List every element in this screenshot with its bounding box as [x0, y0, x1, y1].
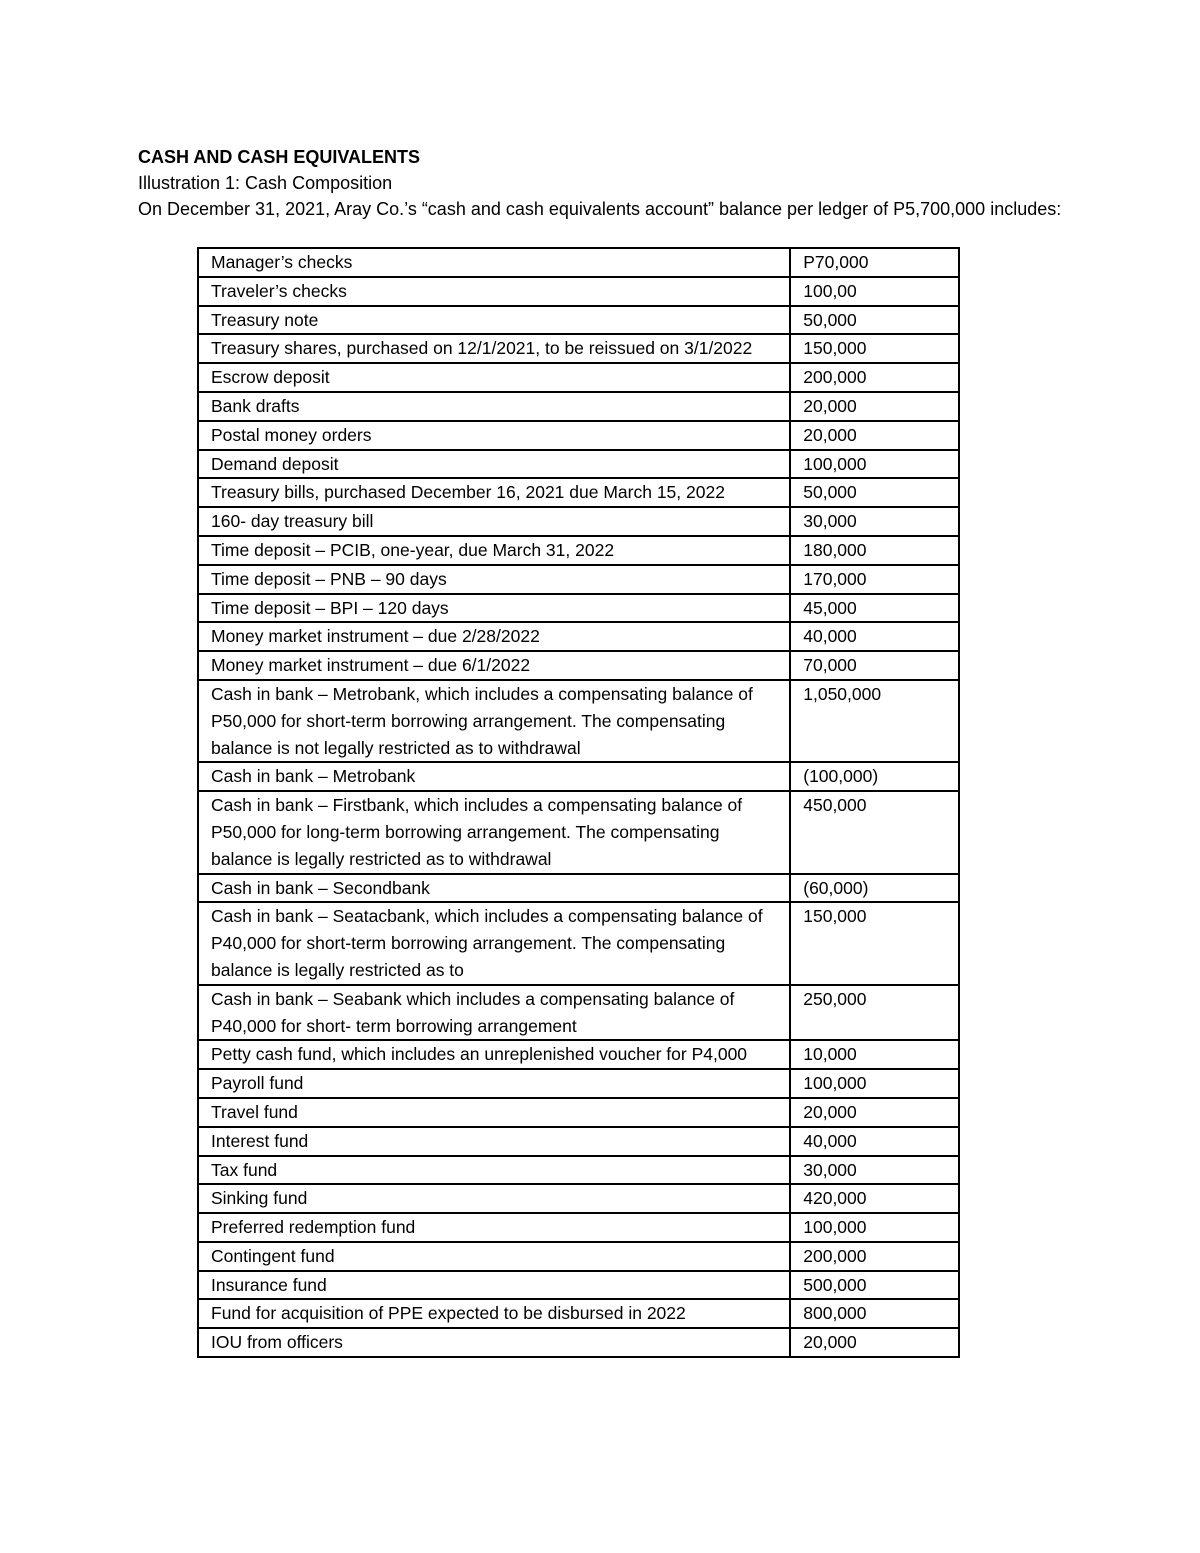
- table-row: [198, 1213, 959, 1242]
- item-description: Demand deposit: [198, 450, 790, 479]
- item-description: Treasury note: [198, 306, 790, 335]
- item-description: Preferred redemption fund: [198, 1213, 790, 1242]
- item-description: Traveler’s checks: [198, 277, 790, 306]
- table-row: [198, 421, 959, 450]
- item-description: Time deposit – PCIB, one-year, due March 31, 2022: [198, 536, 790, 565]
- item-description: Time deposit – BPI – 120 days: [198, 594, 790, 623]
- item-description: Postal money orders: [198, 421, 790, 450]
- item-description: Sinking fund: [198, 1184, 790, 1213]
- item-amount: 250,000: [790, 985, 959, 1041]
- item-amount: 100,00: [790, 277, 959, 306]
- table-row: [198, 507, 959, 536]
- item-description: Cash in bank – Metrobank, which includes a compensating balance of P50,000 for short-term borrowing arrangement. The compensating balance is not legally restricted as to withdrawal: [198, 680, 790, 762]
- item-description: Fund for acquisition of PPE expected to be disbursed in 2022: [198, 1299, 790, 1328]
- item-amount: 20,000: [790, 1328, 959, 1357]
- item-amount: 30,000: [790, 1156, 959, 1185]
- item-description: Tax fund: [198, 1156, 790, 1185]
- item-amount: P70,000: [790, 248, 959, 277]
- item-amount: 500,000: [790, 1271, 959, 1300]
- document-title: CASH AND CASH EQUIVALENTS: [138, 147, 421, 167]
- item-amount: 70,000: [790, 651, 959, 680]
- item-description: Treasury shares, purchased on 12/1/2021, to be reissued on 3/1/2022: [198, 334, 790, 363]
- table-row: [198, 306, 959, 335]
- item-description: Time deposit – PNB – 90 days: [198, 565, 790, 594]
- item-amount: 170,000: [790, 565, 959, 594]
- illustration-subtitle: Illustration 1: Cash Composition: [138, 173, 393, 193]
- item-description: Money market instrument – due 2/28/2022: [198, 622, 790, 651]
- item-description: Escrow deposit: [198, 363, 790, 392]
- table-row: [198, 1156, 959, 1185]
- table-row: [198, 594, 959, 623]
- item-description: Payroll fund: [198, 1069, 790, 1098]
- item-description: Manager’s checks: [198, 248, 790, 277]
- item-description: Cash in bank – Seatacbank, which includes a compensating balance of P40,000 for short-term borrowing arrangement. The compensating balance is legally restricted as to: [198, 902, 790, 984]
- table-row: [198, 1069, 959, 1098]
- item-amount: 100,000: [790, 1069, 959, 1098]
- table-row: [198, 1299, 959, 1328]
- item-amount: 50,000: [790, 306, 959, 335]
- item-amount: 200,000: [790, 1242, 959, 1271]
- item-description: Cash in bank – Seabank which includes a compensating balance of P40,000 for short- term borrowing arrangement: [198, 985, 790, 1041]
- item-amount: (100,000): [790, 762, 959, 791]
- item-amount: 40,000: [790, 622, 959, 651]
- item-amount: 200,000: [790, 363, 959, 392]
- table-row: [198, 622, 959, 651]
- table-row: [198, 363, 959, 392]
- table-row: [198, 1184, 959, 1213]
- table-row: [198, 1271, 959, 1300]
- item-amount: 100,000: [790, 450, 959, 479]
- item-amount: 180,000: [790, 536, 959, 565]
- table-row: [198, 1040, 959, 1069]
- table-row: [198, 1328, 959, 1357]
- heading-block: [138, 144, 1078, 222]
- item-description: Petty cash fund, which includes an unreplenished voucher for P4,000: [198, 1040, 790, 1069]
- item-description: Travel fund: [198, 1098, 790, 1127]
- item-description: 160- day treasury bill: [198, 507, 790, 536]
- item-amount: 30,000: [790, 507, 959, 536]
- table-row: [198, 874, 959, 903]
- item-amount: 150,000: [790, 902, 959, 984]
- item-amount: 20,000: [790, 1098, 959, 1127]
- table-row: [198, 902, 959, 984]
- table-row: [198, 565, 959, 594]
- item-description: Treasury bills, purchased December 16, 2021 due March 15, 2022: [198, 478, 790, 507]
- table-row: [198, 762, 959, 791]
- table-row: [198, 450, 959, 479]
- item-amount: 40,000: [790, 1127, 959, 1156]
- cash-composition-table: [197, 247, 960, 1358]
- table-row: [198, 536, 959, 565]
- table-body: [198, 248, 959, 1357]
- item-description: Money market instrument – due 6/1/2022: [198, 651, 790, 680]
- table-row: [198, 478, 959, 507]
- item-amount: 100,000: [790, 1213, 959, 1242]
- table-row: [198, 1242, 959, 1271]
- table-row: [198, 1098, 959, 1127]
- item-amount: 20,000: [790, 421, 959, 450]
- item-amount: 1,050,000: [790, 680, 959, 762]
- table-row: [198, 1127, 959, 1156]
- item-amount: (60,000): [790, 874, 959, 903]
- item-amount: 45,000: [790, 594, 959, 623]
- item-description: Interest fund: [198, 1127, 790, 1156]
- item-amount: 150,000: [790, 334, 959, 363]
- intro-paragraph: On December 31, 2021, Aray Co.’s “cash and cash equivalents account” balance per ledger of P5,700,000 includes:: [138, 199, 1062, 219]
- item-description: Cash in bank – Metrobank: [198, 762, 790, 791]
- table-row: [198, 985, 959, 1041]
- item-description: Cash in bank – Firstbank, which includes a compensating balance of P50,000 for long-term borrowing arrangement. The compensating balance is legally restricted as to withdrawal: [198, 791, 790, 873]
- item-amount: 800,000: [790, 1299, 959, 1328]
- item-amount: 10,000: [790, 1040, 959, 1069]
- table-row: [198, 248, 959, 277]
- item-amount: 420,000: [790, 1184, 959, 1213]
- table-row: [198, 277, 959, 306]
- item-description: IOU from officers: [198, 1328, 790, 1357]
- item-description: Contingent fund: [198, 1242, 790, 1271]
- table-row: [198, 651, 959, 680]
- table-row: [198, 791, 959, 873]
- item-description: Cash in bank – Secondbank: [198, 874, 790, 903]
- table-row: [198, 334, 959, 363]
- item-amount: 450,000: [790, 791, 959, 873]
- item-amount: 20,000: [790, 392, 959, 421]
- table-row: [198, 392, 959, 421]
- item-description: Bank drafts: [198, 392, 790, 421]
- item-description: Insurance fund: [198, 1271, 790, 1300]
- item-amount: 50,000: [790, 478, 959, 507]
- table-row: [198, 680, 959, 762]
